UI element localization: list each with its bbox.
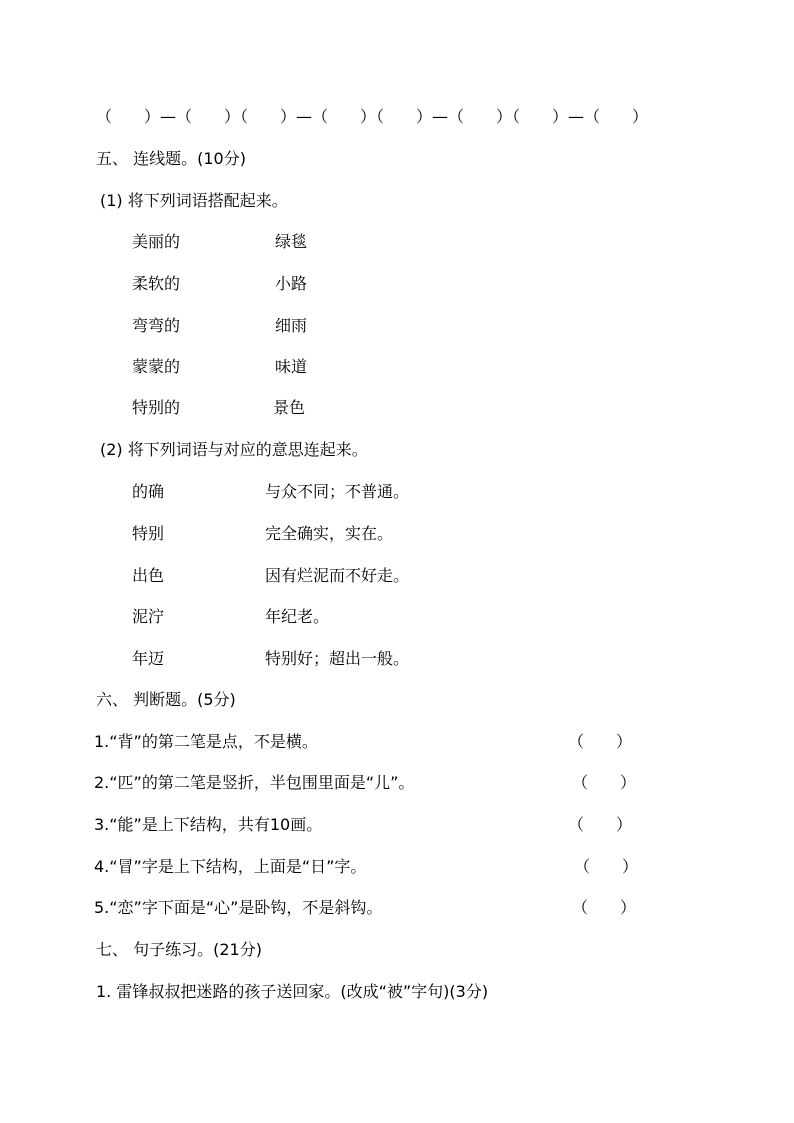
match2-right-item: 年纪老。 [265, 607, 330, 626]
match1-right-item: 细雨 [275, 316, 308, 335]
match1-left-item: 蒙蒙的 [132, 357, 181, 376]
match2-left-item: 特别 [132, 524, 165, 543]
section5-heading: 五、 连线题。(10分) [96, 149, 246, 168]
match1-left-item: 弯弯的 [132, 316, 181, 335]
match2-right-item: 完全确实，实在。 [265, 524, 394, 543]
answer-blank: （ ） [572, 773, 637, 792]
answer-blank: （ ） [568, 815, 633, 834]
match2-left-item: 泥泞 [132, 607, 165, 626]
section7-heading: 七、 句子练习。(21分) [96, 940, 262, 959]
match2-right-item: 特别好；超出一般。 [265, 649, 410, 668]
match2-left-item: 年迈 [132, 649, 165, 668]
match2-right-item: 与众不同；不普通。 [265, 482, 410, 501]
section7-question-1: 1. 雷锋叔叔把迷路的孩子送回家。(改成“被”字句)(3分) [96, 982, 489, 1001]
answer-blank: （ ） [572, 898, 637, 917]
section6-heading: 六、 判断题。(5分) [96, 690, 236, 709]
match1-right-item: 景色 [273, 398, 306, 417]
answer-blank: （ ） [574, 857, 639, 876]
match1-right-item: 绿毯 [275, 232, 308, 251]
answer-blank: （ ） [568, 732, 633, 751]
match1-left-item: 特别的 [132, 398, 181, 417]
judge-item: 2.“匹”的第二笔是竖折，半包围里面是“儿”。 [94, 773, 415, 792]
match1-right-item: 小路 [275, 274, 308, 293]
match2-left-item: 的确 [132, 482, 165, 501]
judge-item: 3.“能”是上下结构，共有10画。 [94, 815, 323, 834]
judge-item: 5.“恋”字下面是“心”是卧钩，不是斜钩。 [94, 898, 383, 917]
blank-pairs-row: （ ）—（ ）（ ）—（ ）（ ）—（ ）（ ）—（ ） [96, 107, 649, 126]
match1-left-item: 柔软的 [132, 274, 181, 293]
judge-item: 1.“背”的第二笔是点，不是横。 [94, 732, 318, 751]
section5-part2-title: (2) 将下列词语与对应的意思连起来。 [100, 440, 368, 459]
section5-part1-title: (1) 将下列词语搭配起来。 [100, 191, 288, 210]
match2-left-item: 出色 [132, 566, 165, 585]
match1-left-item: 美丽的 [132, 232, 181, 251]
match1-right-item: 味道 [275, 357, 308, 376]
judge-item: 4.“冒”字是上下结构，上面是“日”字。 [94, 857, 367, 876]
match2-right-item: 因有烂泥而不好走。 [265, 566, 410, 585]
